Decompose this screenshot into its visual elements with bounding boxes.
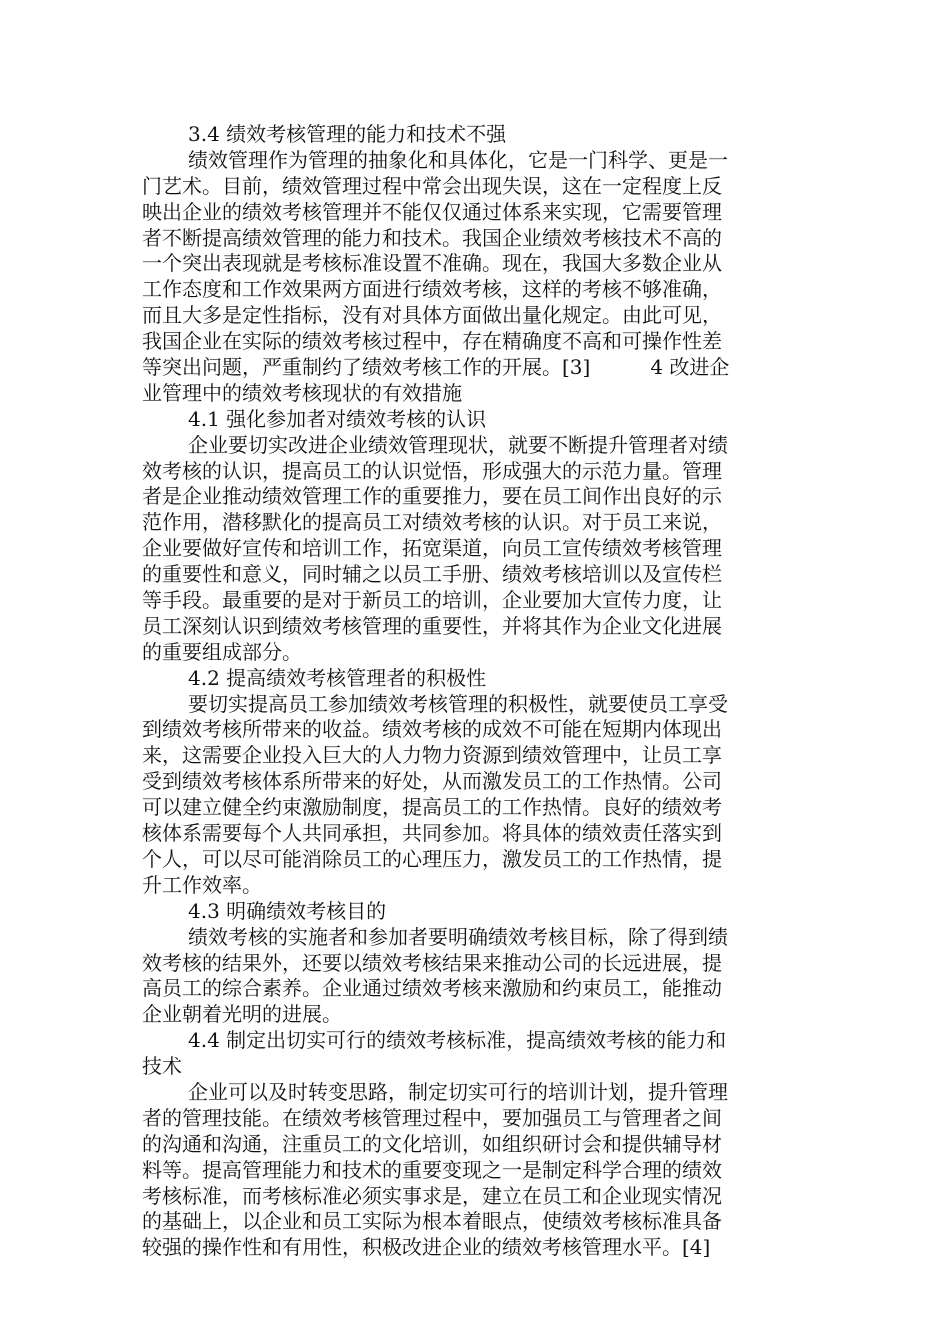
paragraph-line: 员工深刻认识到绩效考核管理的重要性，并将其作为企业文化进展 [142,613,722,638]
paragraph-line: 我国企业在实际的绩效考核过程中，存在精确度不高和可操作性差 [142,329,722,354]
paragraph-line: 到绩效考核所带来的收益。绩效考核的成效不可能在短期内体现出 [142,717,722,742]
paragraph-line: 的基础上，以企业和员工实际为根本着眼点，使绩效考核标准具备 [142,1209,722,1234]
paragraph-line: 的重要组成部分。 [142,639,302,664]
paragraph-line: 等手段。最重要的是对于新员工的培训，企业要加大宣传力度，让 [142,588,722,613]
paragraph-line: 企业朝着光明的进展。 [142,1002,342,1027]
paragraph-line: 范作用，潜移默化的提高员工对绩效考核的认识。对于员工来说， [142,510,722,535]
paragraph-line: 者的管理技能。在绩效考核管理过程中，要加强员工与管理者之间 [142,1105,722,1130]
paragraph-line-with-heading [142,355,804,381]
paragraph-line: 效考核的认识，提高员工的认识觉悟，形成强大的示范力量。管理 [142,458,722,483]
paragraph-line: 的沟通和沟通，注重员工的文化培训，如组织研讨会和提供辅导材 [142,1131,722,1156]
paragraph-line: 核体系需要每个人共同承担，共同参加。将具体的绩效责任落实到 [142,821,722,846]
paragraph-line: 可以建立健全约束激励制度，提高员工的工作热情。良好的绩效考 [142,795,722,820]
paragraph-line: 高员工的综合素养。企业通过绩效考核来激励和约束员工，能推动 [142,976,722,1001]
paragraph-line: 企业可以及时转变思路，制定切实可行的培训计划，提升管理 [188,1079,728,1104]
paragraph-line: 效考核的结果外，还要以绩效考核结果来推动公司的长远进展，提 [142,950,722,975]
paragraph-tail: 等突出问题，严重制约了绩效考核工作的开展。[3] [142,355,591,380]
paragraph-line: 工作态度和工作效果两方面进行绩效考核，这样的考核不够准确， [142,277,722,302]
heading-4-2: 4.2 提高绩效考核管理者的积极性 [188,665,487,690]
document-body [142,122,804,1261]
paragraph-line: 者不断提高绩效管理的能力和技术。我国企业绩效考核技术不高的 [142,225,722,250]
heading-4-4: 4.4 制定出切实可行的绩效考核标准，提高绩效考核的能力和 [188,1028,727,1053]
paragraph-line: 考核标准，而考核标准必须实事求是，建立在员工和企业现实情况 [142,1183,722,1208]
paragraph-line: 要切实提高员工参加绩效考核管理的积极性，就要使员工享受 [188,691,728,716]
paragraph-line: 的重要性和意义，同时辅之以员工手册、绩效考核培训以及宣传栏 [142,562,722,587]
heading-4-end: 业管理中的绩效考核现状的有效措施 [142,380,462,405]
paragraph-line: 较强的操作性和有用性，积极改进企业的绩效考核管理水平。[4] [142,1235,711,1260]
paragraph-line: 来，这需要企业投入巨大的人力物力资源到绩效管理中，让员工享 [142,743,722,768]
paragraph-line: 受到绩效考核体系所带来的好处，从而激发员工的工作热情。公司 [142,769,722,794]
paragraph-line: 而且大多是定性指标，没有对具体方面做出量化规定。由此可见， [142,303,722,328]
paragraph-line: 门艺术。目前，绩效管理过程中常会出现失误，这在一定程度上反 [142,173,722,198]
paragraph-line: 者是企业推动绩效管理工作的重要推力，要在员工间作出良好的示 [142,484,722,509]
paragraph-line: 企业要切实改进企业绩效管理现状，就要不断提升管理者对绩 [188,432,728,457]
paragraph-line: 企业要做好宣传和培训工作，拓宽渠道，向员工宣传绩效考核管理 [142,536,722,561]
paragraph-line: 个人，可以尽可能消除员工的心理压力，激发员工的工作热情，提 [142,846,722,871]
heading-4-1: 4.1 强化参加者对绩效考核的认识 [188,406,487,431]
paragraph-line: 一个突出表现就是考核标准设置不准确。现在，我国大多数企业从 [142,251,722,276]
paragraph-line: 映出企业的绩效考核管理并不能仅仅通过体系来实现，它需要管理 [142,199,722,224]
paragraph-line: 绩效管理作为管理的抽象化和具体化，它是一门科学、更是一 [188,147,728,172]
paragraph-line: 升工作效率。 [142,872,262,897]
paragraph-line: 料等。提高管理能力和技术的重要变现之一是制定科学合理的绩效 [142,1157,722,1182]
heading-4-3: 4.3 明确绩效考核目的 [188,898,387,923]
heading-4-4-continued: 技术 [142,1054,182,1079]
heading-4-start: 4 改进企 [650,355,730,380]
paragraph-line: 绩效考核的实施者和参加者要明确绩效考核目标，除了得到绩 [188,924,728,949]
heading-3-4: 3.4 绩效考核管理的能力和技术不强 [188,122,507,146]
